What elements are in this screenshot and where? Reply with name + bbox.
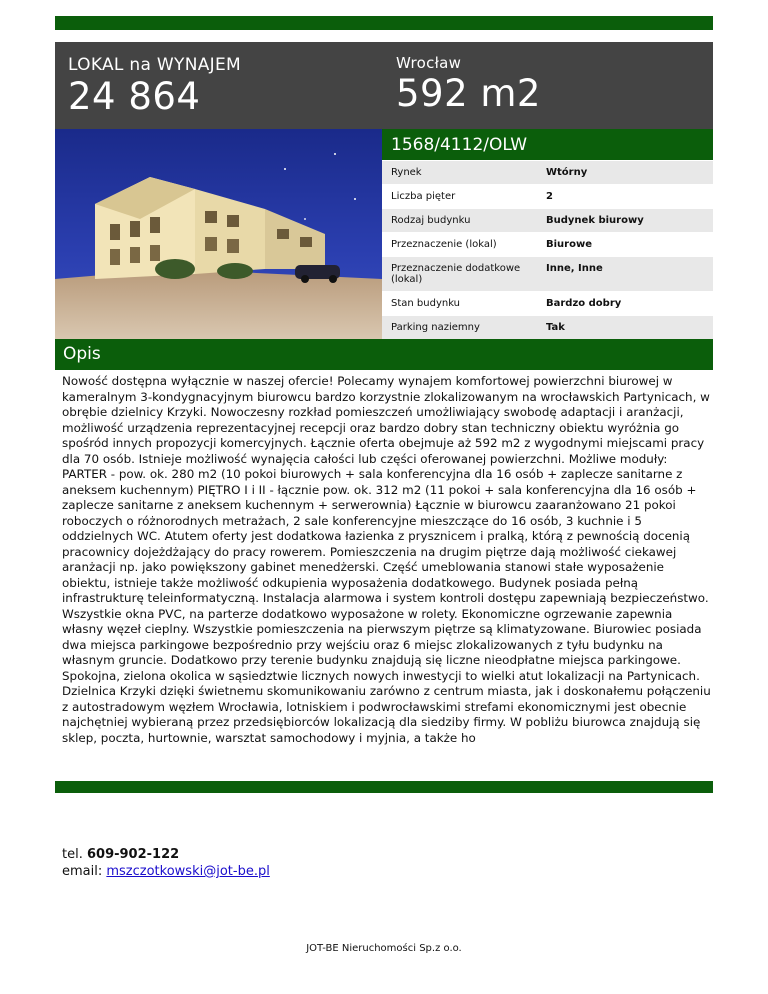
property-row [382, 316, 713, 340]
property-row [382, 292, 713, 316]
property-row [382, 257, 713, 292]
property-row [382, 161, 713, 185]
property-value: Tak [546, 322, 565, 333]
property-table [382, 161, 713, 340]
property-value: Bardzo dobry [546, 298, 622, 309]
area-value: 592 m2 [396, 72, 541, 115]
property-value: Wtórny [546, 167, 588, 178]
phone-label: tel. [62, 847, 83, 862]
phone-line [62, 846, 270, 863]
city-label: Wrocław [396, 54, 462, 72]
footer-company: JOT-BE Nieruchomości Sp.z o.o. [306, 943, 462, 954]
offer-reference: 1568/4112/OLW [382, 129, 713, 160]
description-text: Nowość dostępna wyłącznie w naszej ofercie! Polecamy wynajem komfortowej powierzchni biurowej w kameralnym 3-kondygnacyjnym biurowcu bardzo korzystnie zlokalizowanym na wrocławskich Partynicach, w obrębie dzielnicy Krzyki. Nowoczesny rozkład pomieszczeń umożliwiający swobodę adaptacji i aranżacji, możliwość urządzenia reprezentacyjnej recepcji oraz bardzo dobry stan techniczny obiektu wyróżnia go spośród innych propozycji komercyjnych. Łącznie oferta obejmuje aż 592 m2 z wygodnymi miejscami pracy dla 70 osób. Istnieje możliwość wynajęcia całości lub części oferowanej powierzchni. Możliwe moduły: PARTER - pow. ok. 280 m2 (10 pokoi biurowych + sala konferencyjna dla 16 osób + zaplecze sanitarne z aneksem kuchennym) PIĘTRO I i II - łącznie pow. ok. 312 m2 (11 pokoi + sala konferencyjna dla 16 osób + zaplecze sanitarne z aneksem kuchennym + serwerownia) Łącznie w biurowcu zaaranżowano 21 pokoi roboczych o różnorodnych metrażach, 2 sale konferencyjne mieszczące do 16 osób, 3 kuchnie i 5 oddzielnych WC. Atutem oferty jest dodatkowa łazienka z prysznicem i pralką, którą z pewnością docenią pracownicy dojeżdżający do pracy rowerem. Pomieszczenia na drugim piętrze dają możliwość ciekawej aranżacji np. jako powiększony gabinet menedżerski. Część umeblowania stanowi stałe wyposażenie obiektu, istnieje także możliwość odkupienia wyposażenia dodatkowego. Budynek posiada pełną infrastrukturę teleinformatyczną. Instalacja alarmowa i system kontroli dostępu zapewniają bezpieczeństwo. Wszystkie okna PVC, na parterze dodatkowo wyposażone w rolety. Ekonomiczne ogrzewanie zapewnia własny węzeł cieplny. Wszystkie pomieszczenia na pierwszym piętrze są klimatyzowane. Biurowiec posiada dwa miejsca parkingowe bezpośrednio przy wejściu oraz 6 miejsc zlokalizowanych z tyłu budynku na własnym gruncie. Dodatkowo przy terenie budynku znajdują się liczne nieodpłatne miejsca parkingowe. Spokojna, zielona okolica w sąsiedztwie licznych nowych inwestycji to wielki atut lokalizacji na Partynicach. Dzielnica Krzyki dzięki świetnemu skomunikowaniu zarówno z centrum miasta, jak i doskonałemu połączeniu z autostradowym węzłem Wrocławia, lotniskiem i podwrocławskimi strefami ekonomicznymi jest obecnie najchętniej wybieraną przez przedsiębiorców lokalizacją dla siedziby firmy. W pobliżu biurowca znajdują się sklep, poczta, hurtownie, warsztat samochodowy i myjnia, a także ho [62, 374, 711, 745]
bottom-accent-bar [55, 781, 713, 793]
location-block [396, 42, 541, 114]
top-accent-bar [55, 16, 713, 30]
offer-header [55, 42, 713, 129]
offer-type-label: LOKAL na WYNAJEM [68, 55, 241, 75]
property-label: Rodzaj budynku [391, 215, 471, 226]
description-heading: Opis [55, 339, 713, 370]
email-label: email: [62, 864, 103, 879]
property-label: Liczba pięter [391, 191, 456, 202]
property-label: Przeznaczenie dodatkowe (lokal) [391, 263, 521, 285]
property-label: Przeznaczenie (lokal) [391, 239, 497, 250]
offer-price: 24 864 [68, 75, 201, 118]
property-row [382, 209, 713, 233]
property-row [382, 185, 713, 209]
email-link[interactable]: mszczotkowski@jot-be.pl [106, 864, 270, 879]
property-label: Rynek [391, 167, 422, 178]
property-label: Parking naziemny [391, 322, 480, 333]
email-line [62, 863, 270, 880]
phone-number: 609-902-122 [86, 847, 180, 862]
property-photo-illustration [55, 129, 382, 339]
contact-block [62, 846, 270, 880]
property-value: 2 [546, 191, 553, 202]
property-photo [55, 129, 382, 339]
property-row [382, 233, 713, 257]
property-value: Budynek biurowy [546, 215, 644, 226]
property-value: Inne, Inne [546, 263, 603, 274]
offer-type-block [68, 42, 241, 117]
property-label: Stan budynku [391, 298, 461, 309]
property-value: Biurowe [546, 239, 592, 250]
